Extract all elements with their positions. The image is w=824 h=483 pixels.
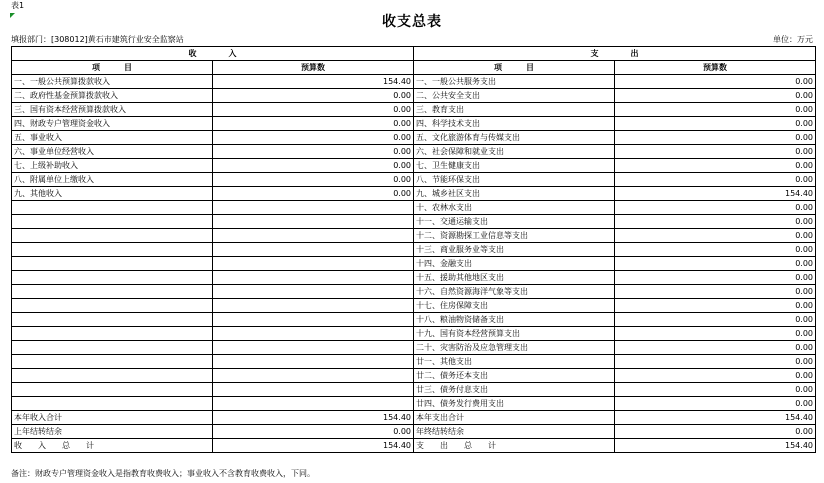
income-value-cell	[213, 201, 414, 215]
header-row-sections	[12, 47, 816, 61]
expense-total-label: 年终结转结余	[414, 425, 615, 439]
income-item-cell: 一、一般公共预算拨款收入	[12, 75, 213, 89]
expense-item-cell: 二、公共安全支出	[414, 89, 615, 103]
table-row	[12, 103, 816, 117]
table-row	[12, 131, 816, 145]
expense-item-header: 项 目	[414, 61, 615, 75]
income-total-label: 本年收入合计	[12, 411, 213, 425]
expense-value-cell: 0.00	[615, 131, 816, 145]
income-item-cell	[12, 369, 213, 383]
unit-label: 单位：万元	[773, 35, 813, 44]
expense-value-cell: 0.00	[615, 299, 816, 313]
table-row	[12, 369, 816, 383]
expense-item-cell: 十四、金融支出	[414, 257, 615, 271]
table-row	[12, 313, 816, 327]
expense-item-cell: 十五、援助其他地区支出	[414, 271, 615, 285]
income-item-cell: 五、事业收入	[12, 131, 213, 145]
expense-value-cell: 0.00	[615, 369, 816, 383]
income-value-cell: 0.00	[213, 173, 414, 187]
expense-item-cell: 廿四、债务发行费用支出	[414, 397, 615, 411]
expense-value-cell: 0.00	[615, 145, 816, 159]
table-row	[12, 341, 816, 355]
expense-item-cell: 二十、灾害防治及应急管理支出	[414, 341, 615, 355]
income-item-cell	[12, 299, 213, 313]
expense-value-cell: 0.00	[615, 327, 816, 341]
income-item-cell	[12, 383, 213, 397]
page-title: 收支总表	[382, 14, 442, 30]
income-value-cell	[213, 383, 414, 397]
table-row	[12, 285, 816, 299]
income-total-value: 154.40	[213, 439, 414, 453]
income-value-cell	[213, 327, 414, 341]
expense-value-cell: 0.00	[615, 257, 816, 271]
expense-item-cell: 一、一般公共服务支出	[414, 75, 615, 89]
expense-value-cell: 0.00	[615, 271, 816, 285]
income-value-cell	[213, 271, 414, 285]
expense-total-value: 154.40	[615, 411, 816, 425]
table-row	[12, 243, 816, 257]
expense-item-cell: 廿一、其他支出	[414, 355, 615, 369]
expense-section-header: 支 出	[414, 47, 816, 61]
expense-item-cell: 三、教育支出	[414, 103, 615, 117]
income-value-cell	[213, 229, 414, 243]
income-value-cell	[213, 355, 414, 369]
expense-item-cell: 十三、商业服务业等支出	[414, 243, 615, 257]
expense-value-cell: 0.00	[615, 313, 816, 327]
table-row	[12, 173, 816, 187]
income-value-cell: 0.00	[213, 145, 414, 159]
header-row-columns	[12, 61, 816, 75]
table-row	[12, 257, 816, 271]
income-item-cell	[12, 229, 213, 243]
table-row	[12, 397, 816, 411]
expense-item-cell: 十一、交通运输支出	[414, 215, 615, 229]
table-row	[12, 327, 816, 341]
total-row	[12, 411, 816, 425]
table-row	[12, 271, 816, 285]
income-item-cell	[12, 215, 213, 229]
expense-total-value: 0.00	[615, 425, 816, 439]
income-value-cell	[213, 215, 414, 229]
income-item-cell	[12, 271, 213, 285]
expense-value-cell: 0.00	[615, 201, 816, 215]
expense-value-cell: 0.00	[615, 243, 816, 257]
table-row	[12, 215, 816, 229]
income-value-cell: 154.40	[213, 75, 414, 89]
income-value-cell: 0.00	[213, 187, 414, 201]
expense-item-cell: 十六、自然资源海洋气象等支出	[414, 285, 615, 299]
income-item-cell	[12, 285, 213, 299]
income-total-value: 154.40	[213, 411, 414, 425]
expense-value-cell: 0.00	[615, 285, 816, 299]
table-row	[12, 159, 816, 173]
income-item-cell: 三、国有资本经营预算拨款收入	[12, 103, 213, 117]
income-value-cell: 0.00	[213, 131, 414, 145]
expense-item-cell: 五、文化旅游体育与传媒支出	[414, 131, 615, 145]
income-item-cell	[12, 327, 213, 341]
income-item-cell	[12, 355, 213, 369]
expense-item-cell: 七、卫生健康支出	[414, 159, 615, 173]
income-item-cell	[12, 313, 213, 327]
table-row	[12, 75, 816, 89]
total-row	[12, 425, 816, 439]
expense-item-cell: 十八、粮油物资储备支出	[414, 313, 615, 327]
income-value-cell	[213, 397, 414, 411]
expense-budget-header: 预算数	[615, 61, 816, 75]
income-value-cell: 0.00	[213, 117, 414, 131]
income-value-cell: 0.00	[213, 103, 414, 117]
income-item-cell: 八、附属单位上缴收入	[12, 173, 213, 187]
income-section-header: 收 入	[12, 47, 414, 61]
income-value-cell: 0.00	[213, 159, 414, 173]
income-item-cell	[12, 257, 213, 271]
expense-value-cell: 0.00	[615, 89, 816, 103]
sheet-tag: 表1	[11, 1, 25, 10]
expense-item-cell: 九、城乡社区支出	[414, 187, 615, 201]
total-row	[12, 439, 816, 453]
table-row	[12, 117, 816, 131]
expense-total-label: 本年支出合计	[414, 411, 615, 425]
expense-total-value: 154.40	[615, 439, 816, 453]
income-item-cell: 二、政府性基金预算拨款收入	[12, 89, 213, 103]
income-value-cell	[213, 285, 414, 299]
income-total-label: 收 入 总 计	[12, 439, 213, 453]
table-row	[12, 299, 816, 313]
expense-value-cell: 0.00	[615, 173, 816, 187]
table-row	[12, 201, 816, 215]
expense-value-cell: 0.00	[615, 103, 816, 117]
table-body	[12, 47, 816, 453]
expense-value-cell: 0.00	[615, 229, 816, 243]
income-total-value: 0.00	[213, 425, 414, 439]
expense-value-cell: 0.00	[615, 341, 816, 355]
expense-item-cell: 廿二、债务还本支出	[414, 369, 615, 383]
expense-value-cell: 0.00	[615, 159, 816, 173]
income-item-cell: 七、上级补助收入	[12, 159, 213, 173]
income-item-cell: 九、其他收入	[12, 187, 213, 201]
expense-value-cell: 154.40	[615, 187, 816, 201]
table-row	[12, 89, 816, 103]
table-row	[12, 229, 816, 243]
budget-summary-table	[11, 46, 816, 453]
income-value-cell	[213, 341, 414, 355]
expense-total-label: 支 出 总 计	[414, 439, 615, 453]
income-item-cell	[12, 341, 213, 355]
footnote: 备注：财政专户管理资金收入是指教育收费收入；事业收入不含教育收费收入，下同。	[11, 469, 315, 478]
expense-item-cell: 四、科学技术支出	[414, 117, 615, 131]
org-label: 填报部门：[308012]黄石市建筑行业安全监察站	[11, 35, 184, 44]
expense-item-cell: 十九、国有资本经营预算支出	[414, 327, 615, 341]
expense-item-cell: 廿三、债务付息支出	[414, 383, 615, 397]
income-value-cell	[213, 243, 414, 257]
expense-value-cell: 0.00	[615, 383, 816, 397]
expense-item-cell: 十、农林水支出	[414, 201, 615, 215]
income-value-cell	[213, 369, 414, 383]
table-row	[12, 355, 816, 369]
income-item-cell	[12, 243, 213, 257]
table-row	[12, 187, 816, 201]
expense-value-cell: 0.00	[615, 117, 816, 131]
expense-value-cell: 0.00	[615, 215, 816, 229]
income-item-cell	[12, 201, 213, 215]
income-item-header: 项 目	[12, 61, 213, 75]
expense-item-cell: 八、节能环保支出	[414, 173, 615, 187]
table-row	[12, 145, 816, 159]
expense-value-cell: 0.00	[615, 75, 816, 89]
income-value-cell	[213, 257, 414, 271]
income-item-cell	[12, 397, 213, 411]
income-total-label: 上年结转结余	[12, 425, 213, 439]
income-budget-header: 预算数	[213, 61, 414, 75]
expense-value-cell: 0.00	[615, 355, 816, 369]
expense-item-cell: 十二、资源勘探工业信息等支出	[414, 229, 615, 243]
income-item-cell: 六、事业单位经营收入	[12, 145, 213, 159]
income-value-cell: 0.00	[213, 89, 414, 103]
income-value-cell	[213, 313, 414, 327]
expense-item-cell: 十七、住房保障支出	[414, 299, 615, 313]
expense-item-cell: 六、社会保障和就业支出	[414, 145, 615, 159]
table-row	[12, 383, 816, 397]
income-value-cell	[213, 299, 414, 313]
expense-value-cell: 0.00	[615, 397, 816, 411]
income-item-cell: 四、财政专户管理资金收入	[12, 117, 213, 131]
